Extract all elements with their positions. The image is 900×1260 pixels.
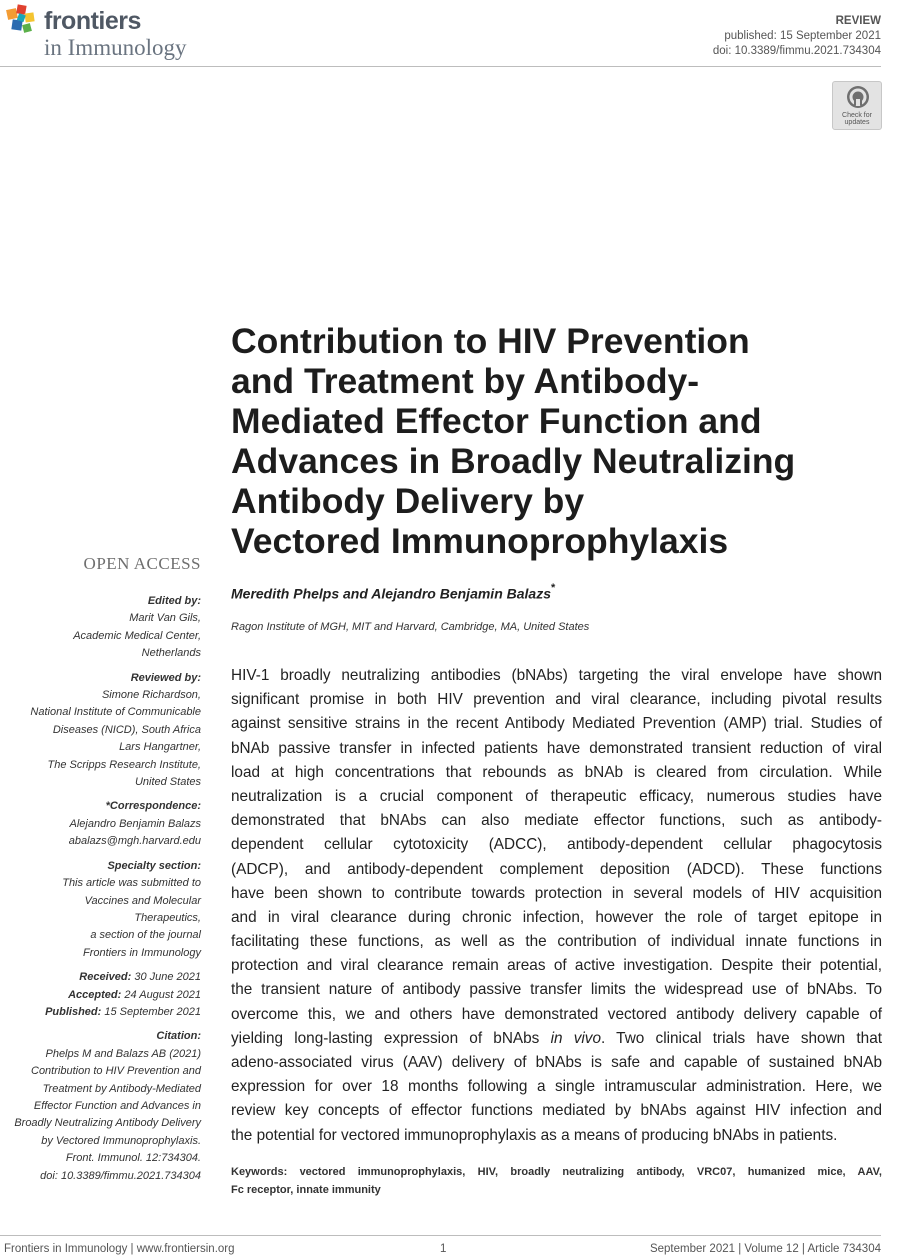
header-doi[interactable]: doi: 10.3389/fimmu.2021.734304 bbox=[712, 45, 881, 57]
abstract-line: against sensitive strains in the recent Antibody Mediated Prevention (AMP) trial. Studies of bbox=[231, 715, 882, 733]
accepted-value: 24 August 2021 bbox=[124, 988, 201, 1001]
specialty-line: a section of the journal bbox=[90, 929, 201, 942]
abstract-line: demonstrated that bNAbs can also mediate effector functions, such as antibody- bbox=[231, 812, 882, 830]
abstract-line: significant promise in both HIV prevention and viral clearance, including pivotal results bbox=[231, 691, 882, 709]
citation-line: Broadly Neutralizing Antibody Delivery bbox=[14, 1117, 201, 1130]
editor-line: Marit Van Gils, bbox=[129, 612, 201, 625]
title-line: Vectored Immunoprophylaxis bbox=[231, 521, 729, 561]
published-date: published: 15 September 2021 bbox=[724, 30, 881, 42]
reviewer-line: Simone Richardson, bbox=[101, 689, 201, 702]
citation-label: Citation: bbox=[156, 1030, 201, 1043]
page-number: 1 bbox=[440, 1243, 447, 1255]
published-label: Published: bbox=[45, 1005, 102, 1018]
author-list bbox=[231, 584, 555, 602]
correspondence-name: Alejandro Benjamin Balazs bbox=[69, 817, 201, 830]
affiliation: Ragon Institute of MGH, MIT and Harvard, Cambridge, MA, United States bbox=[231, 621, 590, 633]
specialty-line: Frontiers in Immunology bbox=[83, 946, 201, 959]
abstract-line: HIV-1 broadly neutralizing antibodies (bNAbs) targeting the viral envelope have shown bbox=[231, 667, 882, 684]
citation-line: Phelps M and Balazs AB (2021) bbox=[45, 1047, 201, 1060]
specialty-section-block bbox=[0, 858, 201, 962]
reviewed-by-block bbox=[0, 670, 201, 792]
abstract-line: (ADCP), and antibody-dependent complement deposition (ADCD). These functions bbox=[231, 860, 882, 878]
article-meta-header bbox=[713, 14, 881, 59]
article-info-sidebar bbox=[0, 593, 201, 1192]
article-type: REVIEW bbox=[835, 15, 881, 27]
abstract-line: overcome this, we and others have demonstrated vectored antibody delivery capable of bbox=[231, 1005, 882, 1023]
abstract-line: dependent cellular cytotoxicity (ADCC), antibody-dependent cellular phagocytosis bbox=[231, 836, 882, 854]
citation-line: Effector Function and Advances in bbox=[33, 1099, 201, 1112]
accepted-label: Accepted: bbox=[68, 988, 122, 1001]
reviewer-line: The Scripps Research Institute, bbox=[47, 758, 201, 771]
specialty-line: This article was submitted to bbox=[62, 877, 201, 890]
article-title bbox=[231, 321, 871, 561]
correspondence-block bbox=[0, 798, 201, 850]
correspondence-mark: * bbox=[551, 582, 556, 594]
frontiers-logo-icon bbox=[5, 3, 39, 37]
title-line: Mediated Effector Function and bbox=[231, 401, 762, 441]
citation-doi[interactable]: doi: 10.3389/fimmu.2021.734304 bbox=[40, 1169, 201, 1182]
citation-line: Front. Immunol. 12:734304. bbox=[65, 1152, 201, 1165]
received-date bbox=[0, 969, 201, 986]
title-line: Antibody Delivery by bbox=[231, 481, 585, 521]
published-value: 15 September 2021 bbox=[104, 1005, 201, 1018]
title-line: and Treatment by Antibody- bbox=[231, 361, 700, 401]
edited-by-block bbox=[0, 593, 201, 663]
footer-journal-link[interactable]: Frontiers in Immunology | www.frontiersin.org bbox=[4, 1243, 235, 1255]
header-divider bbox=[0, 66, 881, 67]
received-value: 30 June 2021 bbox=[134, 971, 201, 984]
abstract-line: review key concepts of effector functions mediated by bNAbs against HIV infection and bbox=[231, 1102, 882, 1120]
abstract-line: protection and viral clearance remain areas of active investigation. Despite their potential, bbox=[231, 957, 882, 975]
abstract-line: neutralization is a crucial component of therapeutic efficacy, numerous studies have bbox=[231, 787, 882, 805]
title-line: Contribution to HIV Prevention bbox=[231, 321, 750, 361]
citation-line: Contribution to HIV Prevention and bbox=[31, 1065, 201, 1078]
received-label: Received: bbox=[79, 971, 132, 984]
specialty-line: Therapeutics, bbox=[134, 911, 201, 924]
citation-block bbox=[0, 1028, 201, 1185]
abstract-line: the transient nature of antibody passive transfer limits the widespread use of bNAbs. To bbox=[231, 981, 882, 999]
abstract-line: adeno-associated virus (AAV) delivery of bNAbs is safe and capable of sustained bNAb bbox=[231, 1054, 882, 1071]
in-vivo-emphasis: in vivo bbox=[550, 1029, 601, 1047]
editor-line: Netherlands bbox=[141, 647, 201, 660]
keywords-line: Fc receptor, innate immunity bbox=[231, 1184, 381, 1196]
dates-block bbox=[0, 969, 201, 1021]
specialty-section-label: Specialty section: bbox=[107, 859, 201, 872]
footer-divider bbox=[0, 1235, 881, 1236]
title-line: Advances in Broadly Neutralizing bbox=[231, 441, 796, 481]
check-updates-line: updates bbox=[844, 119, 870, 126]
reviewed-by-label: Reviewed by: bbox=[130, 671, 201, 684]
abstract-line: the potential for vectored immunoprophylaxis as a means of producing bNAbs in patients. bbox=[231, 1126, 838, 1144]
abstract-line: facilitating these functions, as well as the contribution of individual innate functions in bbox=[231, 933, 882, 951]
abstract-line: yielding long-lasting expression of bNAbs in vivo. Two clinical trials have shown that bbox=[231, 1029, 882, 1047]
abstract bbox=[231, 664, 882, 1148]
citation-line: by Vectored Immunoprophylaxis. bbox=[41, 1134, 201, 1147]
authors-text[interactable]: Meredith Phelps and Alejandro Benjamin Balazs bbox=[231, 585, 551, 602]
specialty-line: Vaccines and Molecular bbox=[84, 894, 201, 907]
check-updates-line: Check for bbox=[842, 112, 872, 119]
footer-issue-info: September 2021 | Volume 12 | Article 734304 bbox=[649, 1243, 881, 1255]
brand-name: frontiers bbox=[44, 7, 141, 35]
citation-line: Treatment by Antibody-Mediated bbox=[42, 1082, 201, 1095]
correspondence-email[interactable]: abalazs@mgh.harvard.edu bbox=[68, 835, 201, 848]
keywords-line: Keywords: vectored immunoprophylaxis, HIV, broadly neutralizing antibody, VRC07, humanized mice, AAV, bbox=[231, 1166, 882, 1178]
correspondence-label: *Correspondence: bbox=[105, 800, 201, 813]
edited-by-label: Edited by: bbox=[147, 595, 201, 607]
abstract-line: load at high concentrations that rebounds as bNAb is cleared from circulation. While bbox=[231, 763, 882, 781]
reviewer-line: National Institute of Communicable bbox=[30, 706, 201, 719]
accepted-date bbox=[0, 987, 201, 1004]
abstract-line: expression for over 18 months following a single intramuscular administration. Here, we bbox=[231, 1078, 882, 1096]
reviewer-line: Diseases (NICD), South Africa bbox=[52, 723, 201, 736]
editor-line: Academic Medical Center, bbox=[73, 629, 201, 642]
abstract-line: have been shown to contribute towards protection in several models of HIV acquisition bbox=[231, 884, 882, 902]
reviewer-line: Lars Hangartner, bbox=[119, 741, 201, 754]
published-date-sidebar bbox=[0, 1004, 201, 1021]
check-for-updates-button[interactable] bbox=[832, 81, 882, 130]
reviewer-line: United States bbox=[134, 776, 201, 789]
crossmark-icon bbox=[846, 85, 870, 109]
journal-name: in Immunology bbox=[44, 35, 187, 60]
abstract-line: bNAb passive transfer in infected patients have demonstrated transient reduction of viral bbox=[231, 739, 882, 757]
check-updates-label bbox=[833, 112, 881, 126]
keywords bbox=[231, 1163, 882, 1199]
open-access-label: OPEN ACCESS bbox=[83, 554, 201, 573]
journal-logo[interactable] bbox=[5, 3, 265, 63]
abstract-line: and in viral clearance during chronic infection, however the role of target epitope in bbox=[231, 908, 882, 926]
